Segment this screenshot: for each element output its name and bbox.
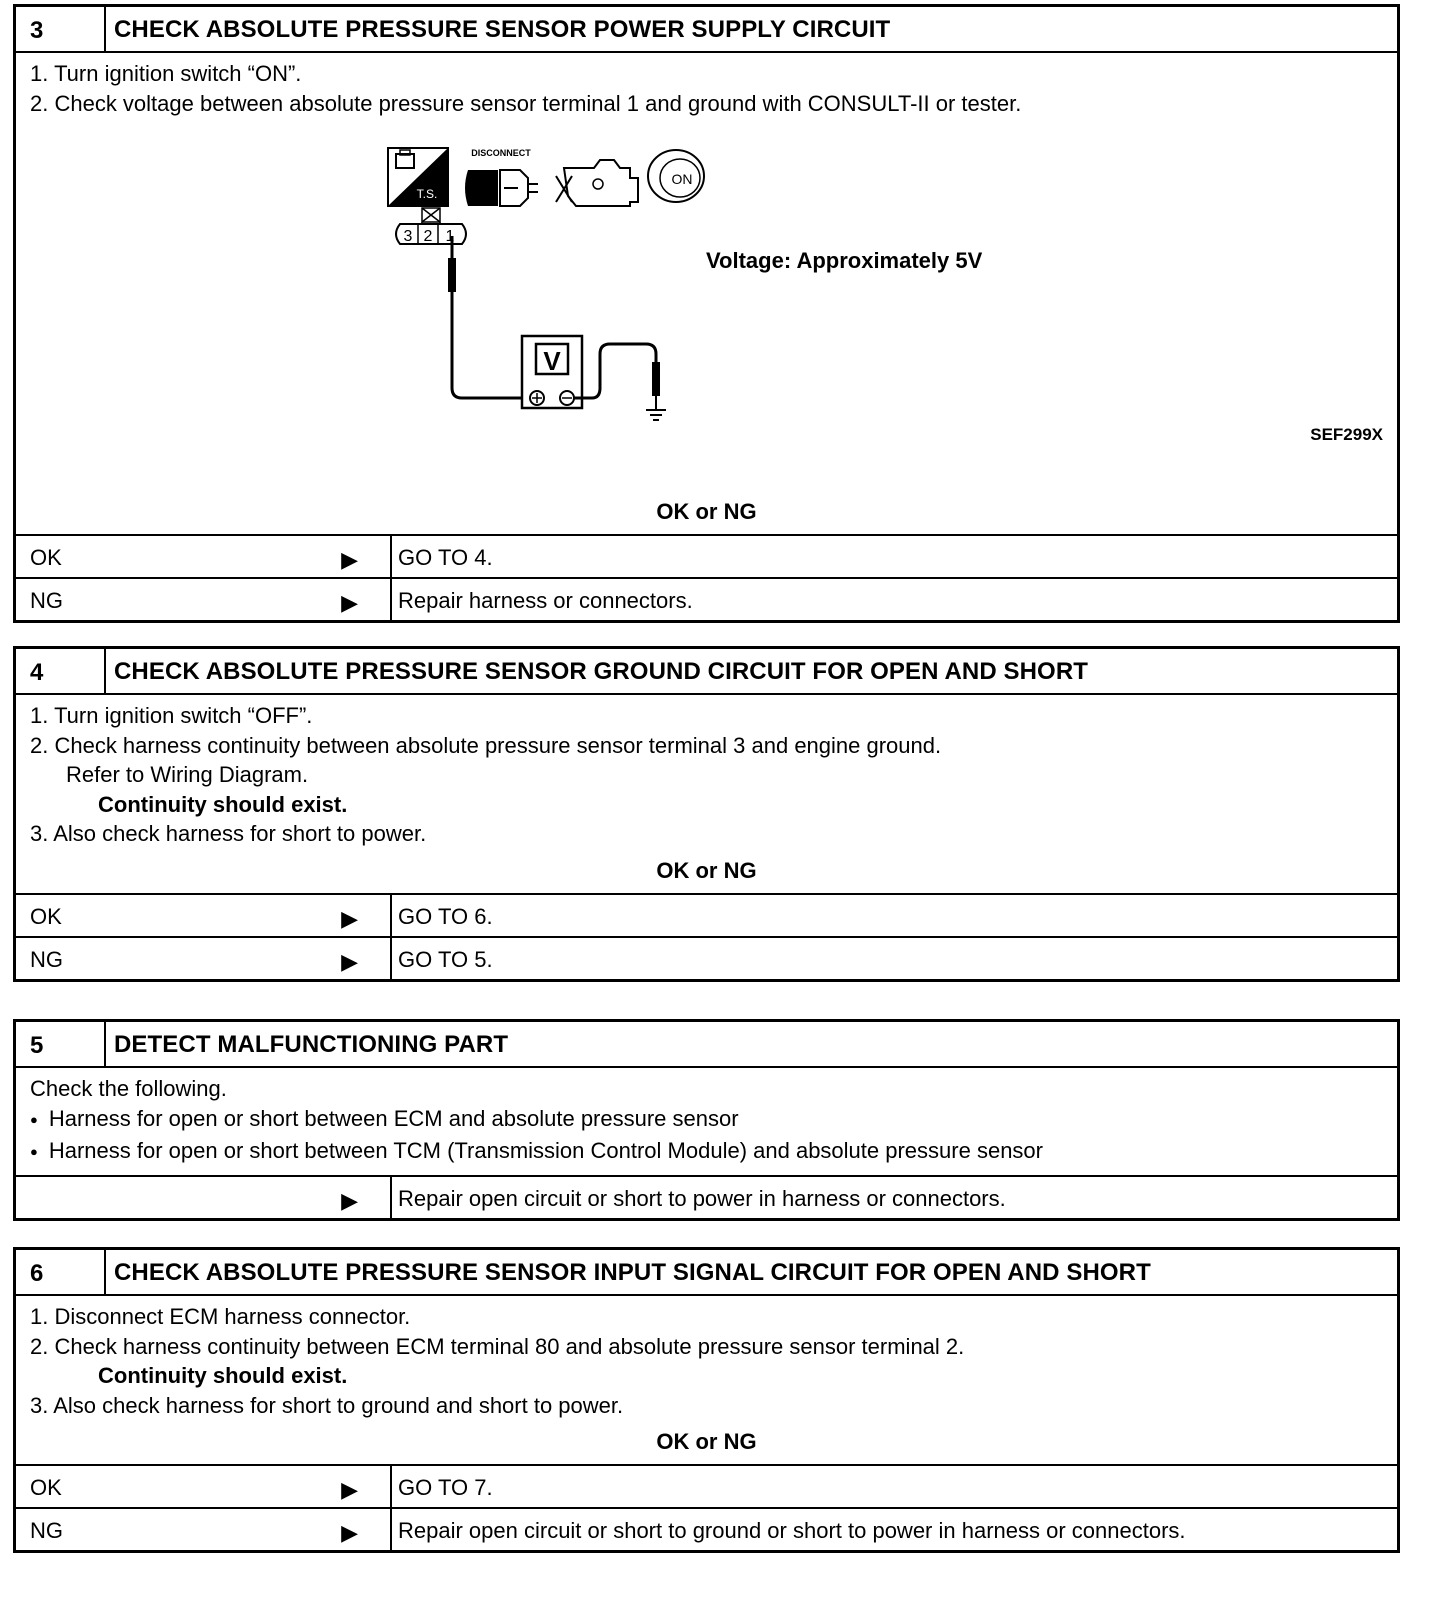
result-action: GO TO 7. [398,1475,493,1500]
result-label: OK [30,1475,62,1500]
result-label: OK [30,903,62,929]
instruction-line: 3. Also check harness for short to power. [30,821,427,846]
instruction-line: Refer to Wiring Diagram. [66,762,309,787]
result-label: OK [30,545,62,570]
instruction-line: 1. Turn ignition switch “ON”. [30,61,302,86]
step-header [16,649,1397,695]
step-5-block [13,1019,1400,1221]
result-row-ng [16,936,1397,979]
connector-terminal: 2 [423,228,433,245]
checklist-item: ● Harness for open or short between ECM and absolute pressure sensor [30,1104,1397,1137]
engine-icon [556,160,638,206]
instruction-line: 2. Check harness continuity between ECM terminal 80 and absolute pressure sensor terminal 2. [30,1333,965,1359]
result-label: NG [30,588,63,613]
step-number: 6 [16,1250,106,1294]
continuity-note: Continuity should exist. [98,791,348,817]
step-header [16,7,1397,53]
result-action: Repair harness or connectors. [398,588,693,613]
step-body [16,1296,1397,1420]
figure-ref-code: SEF299X [1310,425,1383,444]
step-number: 3 [16,7,106,51]
arrow-icon: ▶ [341,590,358,615]
step-title: CHECK ABSOLUTE PRESSURE SENSOR POWER SUPPLY CIRCUIT [114,16,891,43]
voltage-check-figure [16,118,1397,490]
checklist-item: ● Harness for open or short between TCM (Transmission Control Module) and absolute pressure sensor [30,1136,1397,1169]
arrow-icon: ▶ [341,1520,358,1545]
connector-terminal: 1 [445,228,455,245]
tester-icon [388,148,448,206]
result-action: GO TO 5. [398,946,493,972]
instruction-line: 2. Check harness continuity between absolute pressure sensor terminal 3 and engine ground. [30,732,942,758]
step-4-block [13,646,1400,982]
arrow-icon: ▶ [341,905,358,931]
step-3-block [13,4,1400,623]
step-body [16,53,1397,118]
voltage-spec: Voltage: Approximately 5V [706,248,983,273]
result-action: Repair open circuit or short to ground or short to power in harness or connectors. [398,1518,1186,1543]
svg-text:DISCONNECT: DISCONNECT [471,148,531,158]
result-label: NG [30,946,63,972]
result-row [16,1175,1397,1218]
step-header [16,1250,1397,1296]
arrow-icon: ▶ [341,948,358,974]
step-title: CHECK ABSOLUTE PRESSURE SENSOR GROUND CIRCUIT FOR OPEN AND SHORT [114,658,1089,685]
instruction-line: 1. Disconnect ECM harness connector. [30,1304,411,1329]
instruction-line: 3. Also check harness for short to ground and short to power. [30,1392,624,1418]
result-row-ng [16,1507,1397,1550]
svg-text:ON: ON [671,171,693,187]
svg-text:V: V [543,346,561,376]
step-header [16,1022,1397,1068]
result-action: Repair open circuit or short to power in harness or connectors. [398,1185,1006,1211]
step-body [16,1068,1397,1175]
result-row-ok [16,1464,1397,1507]
svg-text:T.S.: T.S. [416,187,438,201]
arrow-icon: ▶ [341,1187,358,1213]
connector-terminal: 3 [403,228,413,245]
result-row-ng [16,577,1397,620]
result-row-ok [16,534,1397,577]
arrow-icon: ▶ [341,547,358,572]
ok-or-ng-label: OK or NG [656,857,757,883]
ok-or-ng-label: OK or NG [656,499,757,524]
continuity-note: Continuity should exist. [98,1363,348,1388]
step-title: CHECK ABSOLUTE PRESSURE SENSOR INPUT SIGNAL CIRCUIT FOR OPEN AND SHORT [114,1259,1151,1286]
step-number: 4 [16,649,106,693]
instruction-line: 2. Check voltage between absolute pressure sensor terminal 1 and ground with CONSULT-II or tester. [30,90,1022,116]
arrow-icon: ▶ [341,1477,358,1502]
sensor-connector [396,208,466,245]
step-6-block [13,1247,1400,1553]
disconnect-icon [465,148,538,206]
result-label: NG [30,1518,63,1543]
instruction-line: 1. Turn ignition switch “OFF”. [30,703,313,728]
ignition-on-icon [648,150,704,202]
instruction-line: Check the following. [30,1076,227,1101]
step-body [16,695,1397,849]
voltmeter [522,336,582,408]
result-row-ok [16,893,1397,936]
result-action: GO TO 4. [398,545,493,570]
ok-or-ng-label: OK or NG [656,1429,757,1454]
result-action: GO TO 6. [398,903,493,929]
ground-probe-lead [574,344,666,420]
step-number: 5 [16,1022,106,1066]
circuit-diagram [16,118,1397,490]
step-title: DETECT MALFUNCTIONING PART [114,1031,509,1058]
